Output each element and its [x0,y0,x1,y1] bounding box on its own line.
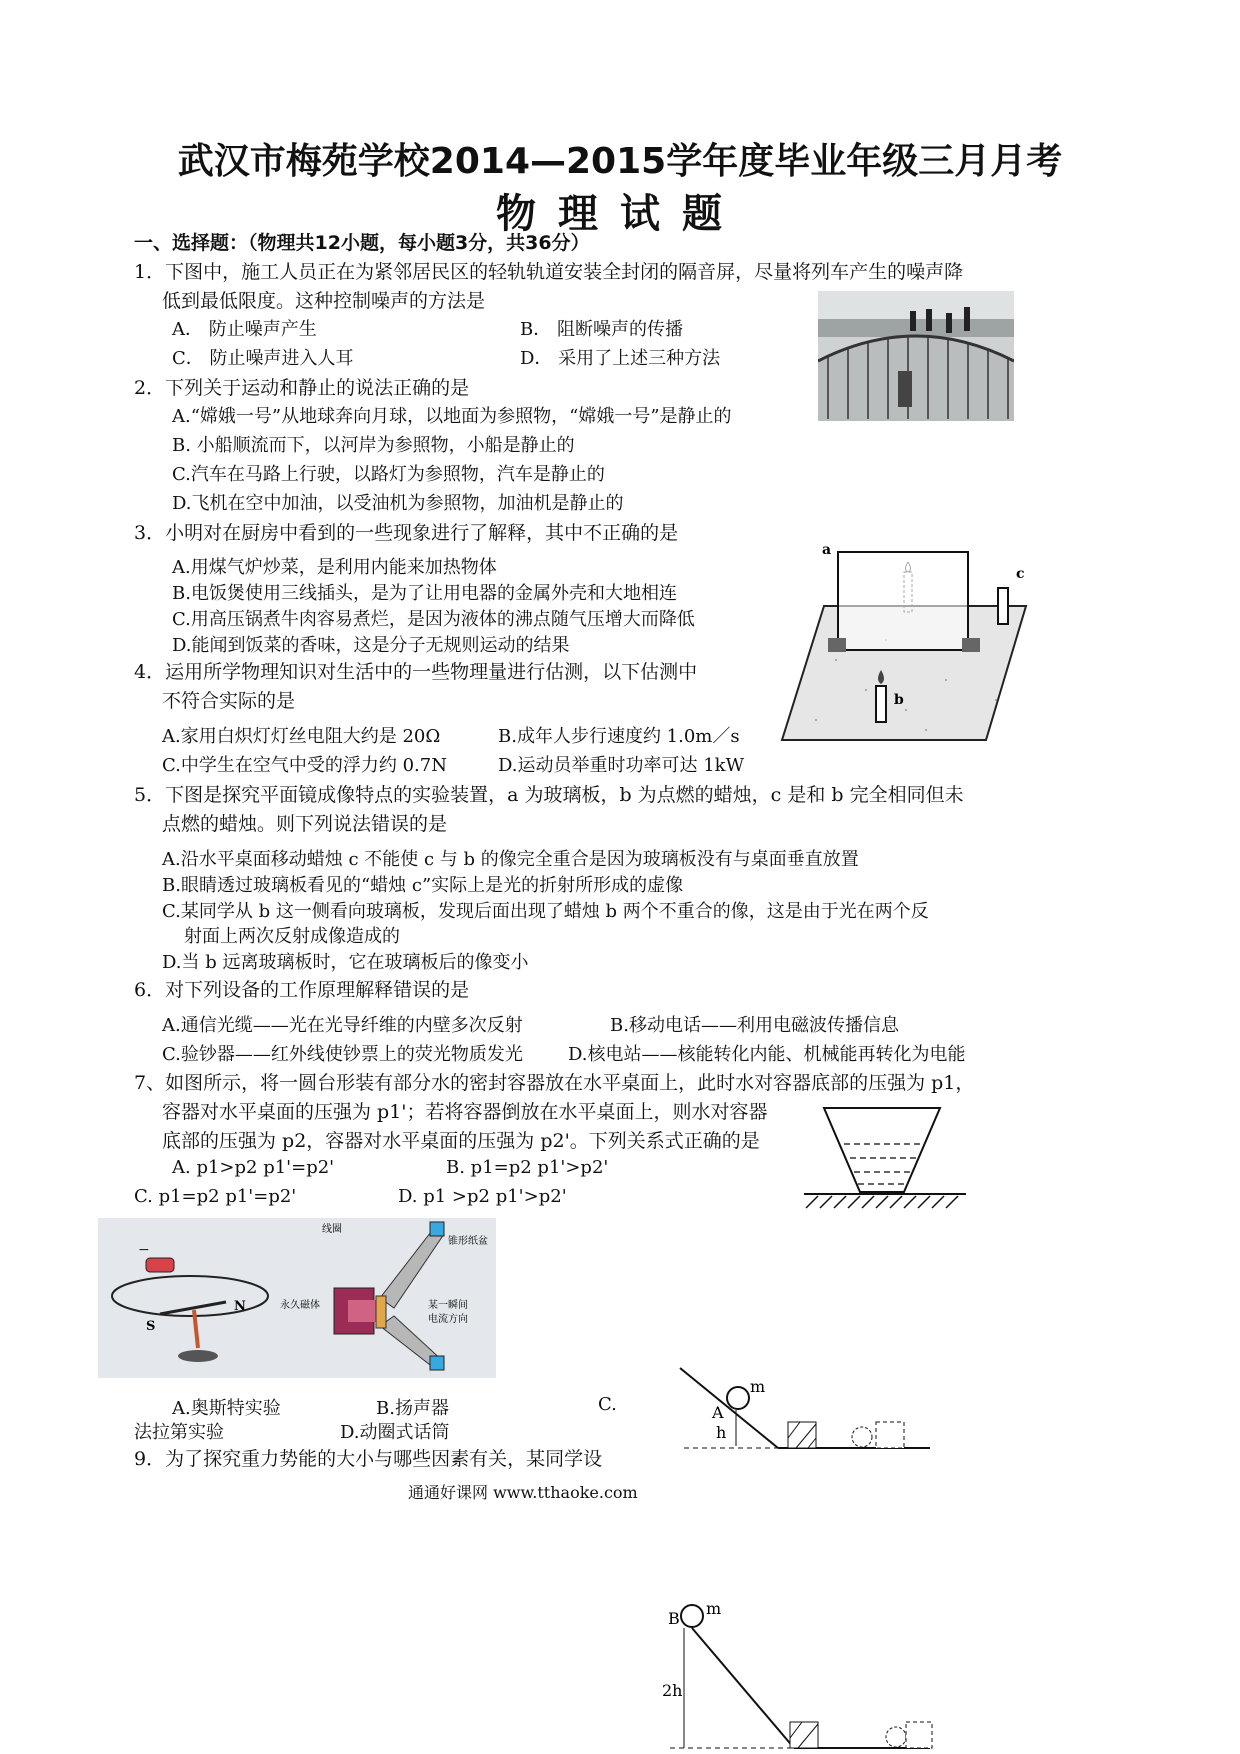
q5-option-a: A.沿水平桌面移动蜡烛 c 不能使 c 与 b 的像完全重合是因为玻璃板没有与桌面垂直放置 [162,849,859,870]
label-point-b: B [668,1609,680,1628]
q2-stem: 2．下列关于运动和静止的说法正确的是 [134,377,470,399]
q9-stem: 9．为了探究重力势能的大小与哪些因素有关，某同学设 [134,1448,603,1470]
q2-option-a: A.“嫦娥一号”从地球奔向月球，以地面为参照物，“嫦娥一号”是静止的 [172,406,732,427]
q1-option-b: B． 阻断噪声的传播 [520,319,683,340]
q5-line1: 5．下图是探究平面镜成像特点的实验装置，a 为玻璃板，b 为点燃的蜡烛，c 是和 b 完全相同但未 [134,784,964,806]
page-subtitle: 物理试题 [496,191,744,237]
q7-line1: 7、如图所示，将一圆台形装有部分水的密封容器放在水平桌面上，此时水对容器底部的压强为 p1， [134,1072,975,1094]
page-title: 武汉市梅苑学校2014—2015学年度毕业年级三月月考 [177,141,1063,182]
q5-option-d: D.当 b 远离玻璃板时，它在玻璃板后的像变小 [162,952,529,973]
label-point-a: A [712,1403,724,1422]
electromagnetism-figures [98,1218,496,1378]
q1-line2: 低到最低限度。这种控制噪声的方法是 [162,290,486,312]
gravitational-potential-energy-figure [640,1360,940,1754]
noise-barrier-photo [818,291,1014,421]
q1-option-c: C． 防止噪声进入人耳 [172,348,354,369]
frustum-container-figure [800,1100,970,1214]
q4-option-d: D.运动员举重时功率可达 1kW [498,755,745,776]
cone-label: 锥形纸盆 [448,1236,488,1247]
q7-line2: 容器对水平桌面的压强为 p1'；若将容器倒放在水平桌面上，则水对容器 [162,1101,768,1123]
q8-option-c: 法拉第实验 [134,1422,224,1443]
coil-label: 线圈 [322,1224,342,1235]
pole-s-label: S [146,1319,156,1334]
q4-option-a: A.家用白炽灯灯丝电阻大约是 20Ω [162,726,441,747]
q3-stem: 3．小明对在厨房中看到的一些现象进行了解释，其中不正确的是 [134,522,679,544]
plane-mirror-setup-figure [776,540,1036,746]
label-mass-2: m [706,1599,722,1618]
q6-option-c: C.验钞器——红外线使钞票上的荧光物质发光 [162,1044,523,1065]
magnet-label: 永久磁体 [280,1300,320,1311]
q3-option-d: D.能闻到饭菜的香味，这是分子无规则运动的结果 [172,635,570,656]
q7-option-a: A. p1>p2 p1'=p2' [172,1157,335,1178]
q3-option-a: A.用煤气炉炒菜，是利用内能来加热物体 [172,557,497,578]
q3-option-b: B.电饭煲使用三线插头，是为了让用电器的金属外壳和大地相连 [172,583,677,604]
q8-option-b: B.扬声器 [376,1398,449,1419]
q6-option-b: B.移动电话——利用电磁波传播信息 [610,1015,899,1036]
current-label-2: 电流方向 [428,1314,468,1325]
q1-option-a: A． 防止噪声产生 [172,319,317,340]
q5-option-c-line2: 射面上两次反射成像造成的 [184,926,400,947]
pole-n-label: N [234,1299,246,1314]
q6-option-a: A.通信光缆——光在光导纤维的内壁多次反射 [162,1015,523,1036]
q5-line2: 点燃的蜡烛。则下列说法错误的是 [162,813,448,835]
q4-option-c: C.中学生在空气中受的浮力约 0.7N [162,755,447,776]
q2-option-c: C.汽车在马路上行驶，以路灯为参照物，汽车是静止的 [172,464,605,485]
q7-option-d: D. p1 >p2 p1'>p2' [398,1186,567,1207]
q1-line1: 1．下图中，施工人员正在为紧邻居民区的轻轨轨道安装全封闭的隔音屏，尽量将列车产生的噪声降 [134,261,964,283]
label-mass-1: m [750,1377,766,1396]
q7-option-b: B. p1=p2 p1'>p2' [446,1157,609,1178]
q4-line1: 4．运用所学物理知识对生活中的一些物理量进行估测，以下估测中 [134,661,698,683]
label-c: c [1016,566,1025,582]
section-heading: 一、选择题：（物理共12小题，每小题3分，共36分） [134,232,590,254]
label-2h: 2h [662,1681,683,1700]
q1-option-d: D． 采用了上述三种方法 [520,348,721,369]
svg-text:−: − [138,1242,150,1258]
q5-option-b: B.眼睛透过玻璃板看见的“蜡烛 c”实际上是光的折射所形成的虚像 [162,875,684,896]
q2-option-b: B. 小船顺流而下，以河岸为参照物，小船是静止的 [172,435,575,456]
q7-option-c: C. p1=p2 p1'=p2' [134,1186,297,1207]
q8-option-c-marker: C. [598,1394,617,1415]
label-a: a [822,542,832,558]
q2-option-d: D.飞机在空中加油，以受油机为参照物，加油机是静止的 [172,493,624,514]
q6-option-d: D.核电站——核能转化内能、机械能再转化为电能 [568,1044,966,1065]
q3-option-c: C.用高压锅煮牛肉容易煮烂，是因为液体的沸点随气压增大而降低 [172,609,695,630]
q8-option-d: D.动圈式话筒 [340,1422,450,1443]
q5-option-c-line1: C.某同学从 b 这一侧看向玻璃板，发现后面出现了蜡烛 b 两个不重合的像，这是由于光在两个反 [162,901,929,922]
label-b: b [894,692,904,708]
q4-line2: 不符合实际的是 [162,690,296,712]
label-h: h [716,1423,727,1442]
q4-option-b: B.成年人步行速度约 1.0m／s [498,726,740,747]
q7-line3: 底部的压强为 p2，容器对水平桌面的压强为 p2'。下列关系式正确的是 [162,1130,760,1152]
current-label-1: 某一瞬间 [428,1300,468,1311]
q8-option-a: A.奥斯特实验 [172,1398,281,1419]
footer-source: 通通好课网 www.tthaoke.com [408,1483,638,1502]
q6-stem: 6．对下列设备的工作原理解释错误的是 [134,979,470,1001]
